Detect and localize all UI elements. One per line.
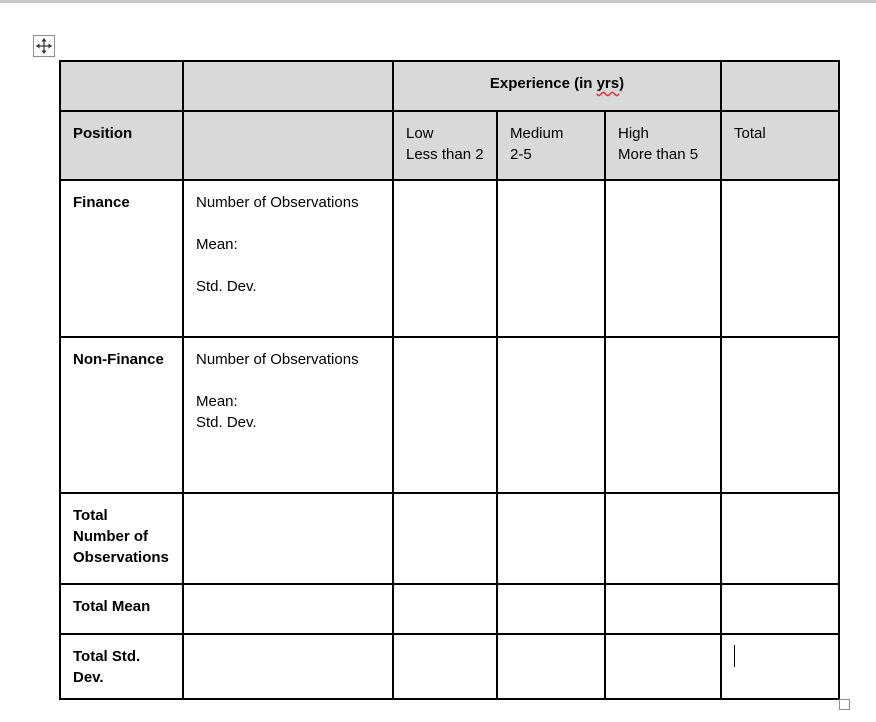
non-finance-stats-cell[interactable] <box>183 337 393 493</box>
table-resize-handle-icon[interactable] <box>839 699 850 710</box>
total-std-dev-medium-cell[interactable] <box>497 634 605 699</box>
total-mean-stats-cell[interactable] <box>183 584 393 634</box>
total-std-dev-line2: Dev. <box>73 669 104 686</box>
text-cursor <box>734 645 735 667</box>
experience-header-cell[interactable] <box>393 61 721 111</box>
non-finance-label-cell[interactable] <box>60 337 183 493</box>
header-cell-empty-1[interactable] <box>60 61 183 111</box>
non-finance-medium-cell[interactable] <box>497 337 605 493</box>
finance-label-cell[interactable] <box>60 180 183 337</box>
total-std-dev-total-cell[interactable] <box>721 634 839 699</box>
non-finance-mean-label: Mean: <box>196 393 238 410</box>
medium-label: Medium <box>510 125 564 142</box>
position-header: Position <box>73 125 133 142</box>
finance-total-cell[interactable] <box>721 180 839 337</box>
experience-title-suffix: ) <box>619 75 625 92</box>
non-finance-label: Non-Finance <box>73 351 164 368</box>
header-cell-empty-3[interactable] <box>721 61 839 111</box>
header-cell-empty-2[interactable] <box>183 61 393 111</box>
finance-mean-label: Mean: <box>196 236 238 253</box>
table-move-handle-icon[interactable] <box>33 35 55 57</box>
table-row-total-std-dev <box>60 634 839 699</box>
total-observations-total-cell[interactable] <box>721 493 839 584</box>
total-std-dev-label-cell[interactable] <box>60 634 183 699</box>
low-header-cell[interactable] <box>393 111 497 180</box>
total-header: Total <box>734 125 766 142</box>
window-top-border <box>0 0 876 3</box>
finance-low-cell[interactable] <box>393 180 497 337</box>
experience-table <box>59 60 840 700</box>
non-finance-low-cell[interactable] <box>393 337 497 493</box>
table-row-total-observations <box>60 493 839 584</box>
total-std-dev-stats-cell[interactable] <box>183 634 393 699</box>
position-header-cell[interactable] <box>60 111 183 180</box>
total-mean-label-cell[interactable] <box>60 584 183 634</box>
table-row-total-mean <box>60 584 839 634</box>
experience-title-prefix: Experience (in <box>489 75 597 92</box>
high-range: More than 5 <box>618 146 699 163</box>
finance-medium-cell[interactable] <box>497 180 605 337</box>
low-label: Low <box>406 125 434 142</box>
finance-std-dev-label: Std. Dev. <box>196 278 257 295</box>
experience-title-unit: yrs <box>596 75 620 92</box>
total-observations-low-cell[interactable] <box>393 493 497 584</box>
header-row-columns <box>60 111 839 180</box>
table-row-non-finance <box>60 337 839 493</box>
total-observations-medium-cell[interactable] <box>497 493 605 584</box>
total-observations-stats-cell[interactable] <box>183 493 393 584</box>
finance-observations-label: Number of Observations <box>196 194 359 211</box>
total-observations-line3: Observations <box>73 549 169 566</box>
header-row-experience <box>60 61 839 111</box>
medium-header-cell[interactable] <box>497 111 605 180</box>
medium-range: 2-5 <box>510 146 532 163</box>
non-finance-high-cell[interactable] <box>605 337 721 493</box>
total-mean-medium-cell[interactable] <box>497 584 605 634</box>
total-observations-line2: Number of <box>73 528 148 545</box>
four-arrows-move-icon <box>36 38 52 54</box>
total-std-dev-low-cell[interactable] <box>393 634 497 699</box>
finance-high-cell[interactable] <box>605 180 721 337</box>
finance-label: Finance <box>73 194 130 211</box>
non-finance-std-dev-label: Std. Dev. <box>196 414 257 431</box>
total-mean-total-cell[interactable] <box>721 584 839 634</box>
total-observations-label-cell[interactable] <box>60 493 183 584</box>
total-mean-high-cell[interactable] <box>605 584 721 634</box>
finance-stats-cell[interactable] <box>183 180 393 337</box>
high-header-cell[interactable] <box>605 111 721 180</box>
high-label: High <box>618 125 649 142</box>
total-mean-low-cell[interactable] <box>393 584 497 634</box>
total-std-dev-line1: Total Std. <box>73 648 141 665</box>
header-cell-empty-4[interactable] <box>183 111 393 180</box>
total-std-dev-high-cell[interactable] <box>605 634 721 699</box>
total-observations-high-cell[interactable] <box>605 493 721 584</box>
total-mean-label: Total Mean <box>73 598 151 615</box>
non-finance-total-cell[interactable] <box>721 337 839 493</box>
total-header-cell[interactable] <box>721 111 839 180</box>
low-range: Less than 2 <box>406 146 484 163</box>
total-observations-line1: Total <box>73 507 108 524</box>
table-row-finance <box>60 180 839 337</box>
non-finance-observations-label: Number of Observations <box>196 351 359 368</box>
